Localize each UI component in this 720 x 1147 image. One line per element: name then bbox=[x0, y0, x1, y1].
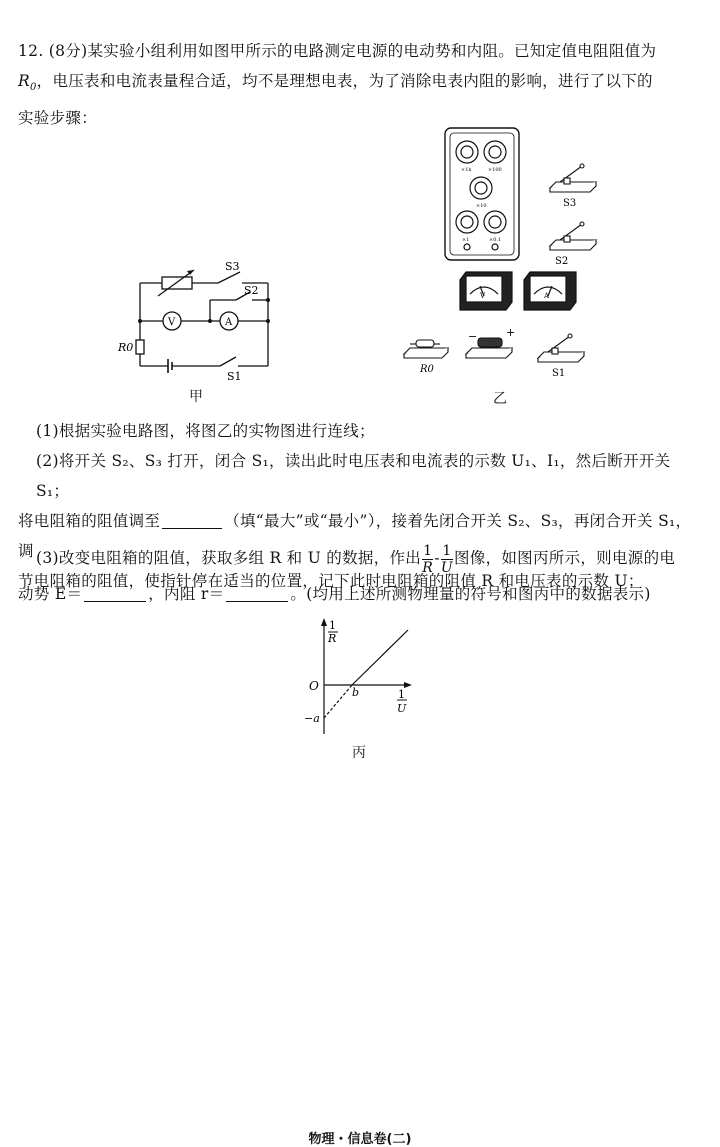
dial-label-10: ×10 bbox=[476, 203, 487, 209]
frac-1-over-u: $\frac{1}{U}$ bbox=[440, 542, 453, 576]
yi-label-v: V bbox=[480, 292, 486, 300]
blank-internal-resistance[interactable] bbox=[226, 583, 288, 602]
label-v: V bbox=[168, 317, 176, 328]
y-label-num: 1 bbox=[329, 619, 336, 632]
step-3-a: (3)改变电阻箱的阻值，获取多组 R 和 U 的数据，作出 bbox=[36, 549, 422, 567]
yi-label-s1: S1 bbox=[552, 368, 566, 379]
yi-label-r0: R0 bbox=[420, 364, 434, 375]
step-3-b: 图像，如图丙所示，则电源的电 bbox=[453, 549, 676, 567]
page-footer: 物理・信息卷(二) bbox=[308, 1132, 412, 1147]
yi-label-s2: S2 bbox=[555, 256, 569, 267]
dial-label-1: ×1 bbox=[462, 237, 470, 243]
y-arrow bbox=[321, 618, 327, 626]
step-3-line-2-a: 动势 E＝ bbox=[18, 585, 83, 603]
dial-label-0-1: ×0.1 bbox=[489, 237, 502, 243]
graph-bing bbox=[296, 616, 426, 740]
blank-max-min[interactable] bbox=[162, 510, 222, 529]
dial-label-100: ×100 bbox=[488, 167, 502, 173]
step-2-line-1: (2)将开关 S₂、S₃ 打开，闭合 S₁，读出此时电压表和电流表的示数 U₁、I₁，然后断开开关 S₁； bbox=[36, 452, 671, 500]
data-line bbox=[352, 630, 408, 685]
step-3-line-1: (3)改变电阻箱的阻值，获取多组 R 和 U 的数据，作出 $\frac{1}{R}$ - $\frac{1}{U}$ 图像，如图丙所示，则电源的电 bbox=[36, 542, 676, 576]
yi-label-a: A bbox=[544, 292, 550, 300]
label-s2: S2 bbox=[244, 284, 259, 297]
dial-label-1k: ×1k bbox=[461, 167, 472, 173]
blank-emf[interactable] bbox=[84, 583, 146, 602]
question-score: (8分) bbox=[48, 42, 88, 60]
label-a: A bbox=[225, 317, 233, 328]
circuit-diagram-jia bbox=[110, 250, 290, 385]
label-r0: R0 bbox=[118, 341, 134, 354]
step-3-line-2-b: ，内阻 r＝ bbox=[148, 585, 225, 603]
step-3-line-2-c: 。(均用上述所测物理量的符号和图丙中的数据表示) bbox=[290, 585, 651, 603]
frac-1-over-r: $\frac{1}{R}$ bbox=[422, 542, 434, 576]
x-label-num: 1 bbox=[398, 688, 405, 701]
step-2-line-2-a: 将电阻箱的阻值调至 bbox=[18, 512, 161, 530]
step-1: (1)根据实验电路图，将图乙的实物图进行连线； bbox=[36, 422, 375, 440]
caption-yi: 乙 bbox=[493, 391, 507, 407]
question-number: 12. bbox=[18, 42, 44, 60]
step-3 bbox=[18, 540, 704, 612]
battery-minus: − bbox=[468, 330, 478, 343]
apparatus-yi bbox=[400, 126, 600, 386]
intro-line-3: 实验步骤： bbox=[18, 109, 98, 128]
extrapolated-line bbox=[324, 685, 352, 718]
label-s3: S3 bbox=[225, 260, 240, 273]
r0-resistor bbox=[136, 340, 144, 354]
question-intro bbox=[18, 36, 704, 133]
battery-plus: + bbox=[506, 326, 516, 339]
intro-line-2: ，电压表和电流表量程合适，均不是理想电表，为了消除电表内阻的影响，进行了以下的 bbox=[36, 72, 653, 90]
intro-line-1: 某实验小组利用如图甲所示的电路测定电源的电动势和内阻。已知定值电阻阻值为 bbox=[87, 42, 657, 60]
b-label: b bbox=[352, 686, 360, 699]
x-label-den: U bbox=[397, 702, 407, 715]
step-2-line-3: 节电阻箱的阻值，使指针停在适当的位置，记下此时电阻箱的阻值 R 和电压表的示数 U； bbox=[18, 572, 644, 590]
step-3-line-2 bbox=[18, 576, 704, 612]
y-label-den: R bbox=[328, 632, 337, 645]
label-s1: S1 bbox=[227, 370, 242, 383]
x-arrow bbox=[404, 682, 412, 688]
neg-a-label: −a bbox=[304, 712, 320, 725]
step-2-line-2-b: （填“最大”或“最小”），接着先闭合开关 S₂、S₃，再闭合开关 S₁，调 bbox=[18, 512, 692, 560]
caption-jia: 甲 bbox=[189, 389, 203, 405]
r0-symbol: $R_0$ bbox=[18, 72, 37, 94]
origin-label: O bbox=[309, 679, 319, 693]
caption-bing: 丙 bbox=[352, 745, 366, 761]
yi-label-s3: S3 bbox=[563, 198, 577, 209]
